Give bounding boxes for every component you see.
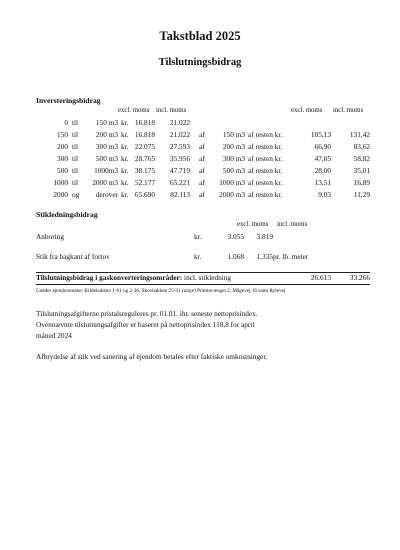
paragraph-1-line-3: måned 2024 [36,331,72,340]
inv-to: 150 m3 [95,118,118,127]
stik-incl: 3.819 [256,232,273,241]
inv-incl: 35.956 [169,154,190,163]
inv-from: 0 [64,118,68,127]
stik-incl: 1.335 [256,252,273,261]
investering-head-excl2: excl. moms [291,107,323,114]
inv-af: af [199,166,205,175]
inv-incl2: 35,01 [353,166,370,175]
page-subtitle: Tilslutningsbidrag [158,57,242,68]
inv-excl2: 9,03 [318,190,331,199]
inv-rest: af resten kr. [248,190,283,199]
inv-to: derover [95,190,118,199]
inv-excl2: 66,90 [314,142,331,151]
stikledning-heading: Stikledningsbidrag [36,210,98,219]
stik-label: Anboring [36,232,64,241]
total-incl: 33.266 [349,273,370,282]
inv-til: til [72,142,79,151]
inv-excl2: 28,00 [314,166,331,175]
inv-from: 1000 [53,178,68,187]
inv-af: af [199,178,205,187]
inv-kr: kr. [121,118,129,127]
paragraph-2: Afbrydelse af stik ved sanering af ejendom betales efter faktiske omkostninger. [36,352,268,361]
inv-af: af [199,190,205,199]
inv-kr: kr. [121,142,129,151]
inv-to: 300 m3 [95,142,118,151]
inv-m3: 300 m3 [222,154,245,163]
inv-til: og [72,190,80,199]
inv-incl: 82.113 [170,190,190,199]
inv-kr: kr. [121,178,129,187]
inv-til: til [72,154,79,163]
inv-af: af [199,154,205,163]
inv-incl2: 131,42 [349,130,370,139]
inv-excl: 22.075 [134,142,155,151]
inv-kr: kr. [121,130,129,139]
paragraph-1-line-2: Ovennævnte tilslutningsafgifter er baseret på nettoprisindex 118,8 for april [36,320,255,329]
inv-incl: 27.593 [169,142,190,151]
investering-heading: Inversteringsbidrag [36,96,101,105]
stik-excl: 1.068 [227,252,244,261]
inv-excl: 52.177 [134,178,155,187]
investering-head-incl2: incl. moms [333,107,364,114]
inv-rest: af resten kr. [248,154,283,163]
stikledning-head-incl: incl. moms [277,221,308,228]
investering-head-incl: incl. moms [156,107,187,114]
inv-excl2: 13,51 [314,178,331,187]
divider-bottom [36,284,370,285]
page-title: Takstblad 2025 [159,29,241,43]
stikledning-head-excl: excl. moms [237,221,269,228]
inv-from: 200 [57,142,68,151]
inv-incl2: 16,89 [353,178,370,187]
inv-from: 150 [57,130,68,139]
inv-incl: 65.221 [169,178,190,187]
inv-excl: 16.818 [134,118,155,127]
inv-kr: kr. [121,190,129,199]
inv-excl: 16.818 [134,130,155,139]
total-label [36,273,231,282]
stik-label: Stik fra bagkant af fortov [36,252,110,261]
inv-rest: af resten kr. [248,130,283,139]
stik-kr: kr. [194,232,202,241]
inv-to: 2000 m3 [92,178,118,187]
inv-rest: af resten kr. [248,178,283,187]
stik-unit: pr. lb. meter [273,252,309,261]
total-note: Gælder ejendommene: Kildebakken 1-61 og 2-36, Skovbakken 25-31 (ulige) Præstevænget 2, Mågevej 16 samt Rylevej [36,288,286,294]
inv-from: 500 [57,166,68,175]
inv-incl: 47.719 [169,166,190,175]
inv-kr: kr. [121,154,129,163]
inv-kr: kr. [121,166,129,175]
inv-to: 500 m3 [95,154,118,163]
inv-til: til [72,118,79,127]
inv-incl2: 11,29 [353,190,370,199]
inv-excl: 38.175 [134,166,155,175]
inv-excl: 28.765 [134,154,155,163]
stik-kr: kr. [194,252,202,261]
inv-m3: 500 m3 [222,166,245,175]
inv-excl2: 47,05 [314,154,331,163]
inv-incl: 21.022 [169,118,190,127]
inv-af: af [199,142,205,151]
total-excl: 26.613 [310,273,331,282]
inv-til: til [72,130,79,139]
inv-incl2: 58,82 [353,154,370,163]
investering-head-excl: excl. moms [118,107,150,114]
inv-m3: 1000 m3 [219,178,245,187]
inv-from: 2000 [53,190,68,199]
inv-incl2: 83,62 [353,142,370,151]
inv-m3: 2000 m3 [219,190,245,199]
paragraph-1-line-1: Tilslutningsafgifterne pristalsreguleres pr. 01.01. iht. seneste nettoprisindex. [36,309,258,318]
inv-from: 300 [57,154,68,163]
inv-rest: af resten kr. [248,142,283,151]
inv-til: til [72,178,79,187]
stik-excl: 3.055 [227,232,244,241]
inv-af: af [199,130,205,139]
inv-rest: af resten kr. [248,166,283,175]
inv-til: til [72,166,79,175]
inv-m3: 150 m3 [222,130,245,139]
inv-excl2: 105,13 [310,130,331,139]
inv-excl: 65.690 [134,190,155,199]
inv-m3: 200 m3 [222,142,245,151]
inv-to: 200 m3 [95,130,118,139]
inv-to: 1000m3 [94,166,118,175]
inv-incl: 21.022 [169,130,190,139]
total-label-rest: incl. stikledning [182,273,232,282]
total-label-bold: Tilslutningsbidrag i gaskonverteringsområder: [36,273,183,282]
